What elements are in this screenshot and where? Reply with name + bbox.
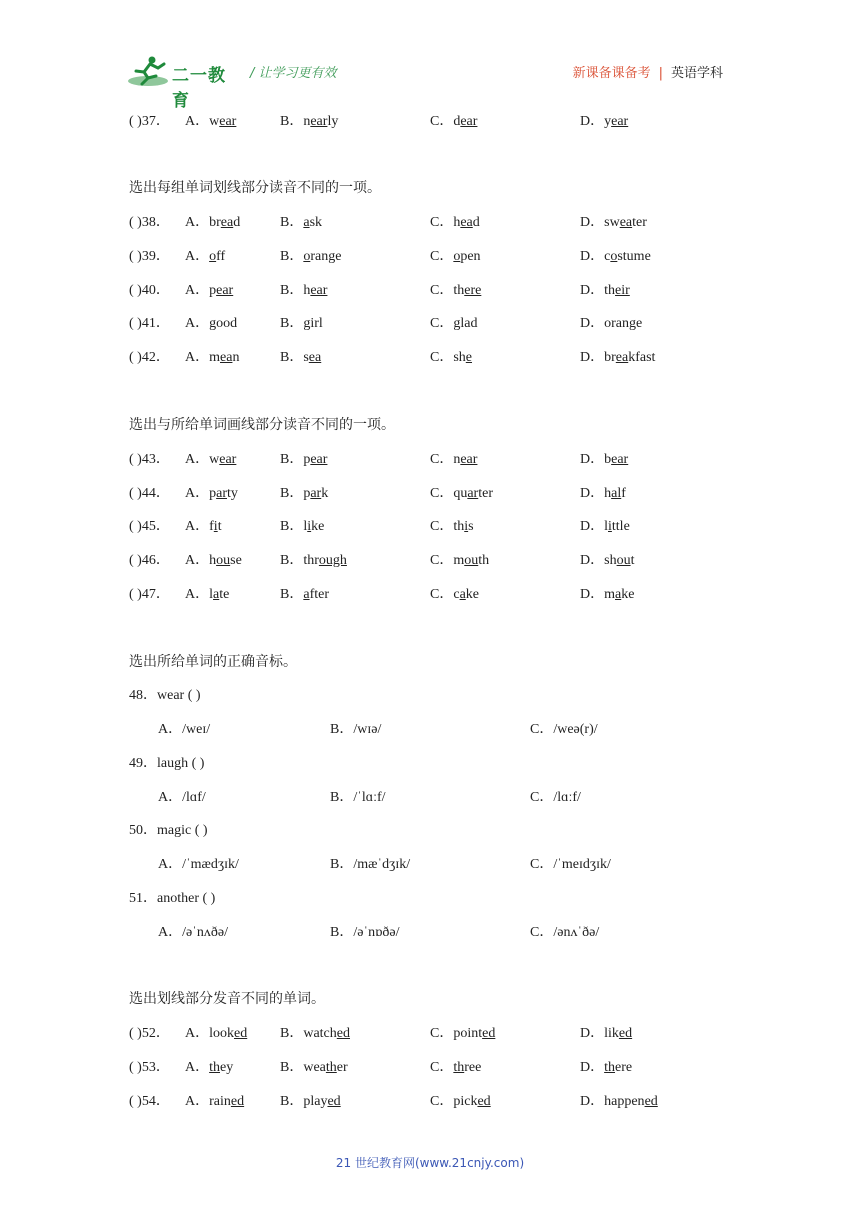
option-d: D．sweater [580, 215, 647, 230]
underlined-letters: th [325, 1060, 337, 1075]
underlined-letters: al [611, 486, 622, 501]
option-b: B．/ˈlɑːf/ [330, 790, 386, 805]
question-number: ( )42． [129, 350, 170, 365]
option-a: A．late [185, 587, 230, 602]
underlined-letters: ou [216, 553, 231, 568]
underlined-letters: ere [464, 283, 482, 298]
option-a: A．/lɑf/ [158, 790, 206, 805]
question-number: ( )53． [129, 1060, 170, 1075]
option-b: B．ask [280, 215, 323, 230]
option-c: C．near [430, 452, 478, 467]
option-c: C．picked [430, 1094, 491, 1109]
option-a: A．/weɪ/ [158, 722, 211, 737]
page-header [0, 0, 860, 111]
underlined-letters: a [459, 587, 466, 602]
option-b: B．/əˈnɒðə/ [330, 925, 400, 940]
option-d: D．there [580, 1060, 633, 1075]
option-c: C．/lɑːf/ [530, 790, 581, 805]
option-d: D．liked [580, 1026, 633, 1041]
option-a: A．wear [185, 114, 237, 129]
header-right [573, 62, 723, 81]
logo-text: 二一教育 [172, 66, 226, 111]
option-d: D．bear [580, 452, 629, 467]
option-c: C．/ˈmeɪdʒɪk/ [530, 857, 611, 872]
underlined-letters: a [303, 587, 310, 602]
header-subject: 英语学科 [670, 66, 723, 81]
underlined-letters: i [464, 519, 469, 534]
question-number: ( )44． [129, 486, 170, 501]
option-b: B．watched [280, 1026, 350, 1041]
option-b: B．after [280, 587, 329, 602]
underlined-letters: th [604, 1060, 616, 1075]
question-number: ( )54． [129, 1094, 170, 1109]
underlined-letters: i [213, 519, 218, 534]
option-d: D．orange [580, 316, 643, 331]
underlined-letters: ea [308, 350, 322, 365]
option-a: A．party [185, 486, 238, 501]
option-c: C．cake [430, 587, 479, 602]
option-a: A．pear [185, 283, 234, 298]
underlined-letters: ed [618, 1026, 633, 1041]
option-b: B．weather [280, 1060, 348, 1075]
underlined-letters: ea [220, 350, 233, 365]
option-a: A．fit [185, 519, 222, 534]
underlined-letters: i [608, 519, 612, 534]
underlined-letters: ea [220, 215, 234, 230]
underlined-letters: ear [611, 452, 629, 467]
section-title: 选出与所给单词画线部分读音不同的一项。 [129, 417, 395, 433]
underlined-letters: ar [310, 486, 322, 501]
underlined-letters: ea [615, 350, 629, 365]
slogan: / 让学习更有效 [250, 66, 337, 81]
option-c: C．mouth [430, 553, 490, 568]
option-b: B．pear [280, 452, 328, 467]
option-c: C．this [430, 519, 474, 534]
underlined-letters: ed [230, 1094, 245, 1109]
underlined-letters: g [209, 316, 217, 331]
question-stem: 50．magic ( ) [129, 823, 208, 838]
option-c: C．pointed [430, 1026, 496, 1041]
underlined-letters: ear [460, 452, 478, 467]
question-stem: 51．another ( ) [129, 891, 216, 906]
option-d: D．little [580, 519, 630, 534]
underlined-letters: ea [619, 215, 633, 230]
underlined-letters: a [303, 215, 310, 230]
underlined-letters: ed [336, 1026, 350, 1041]
question-number: ( )43． [129, 452, 170, 467]
option-a: A．/əˈnʌðə/ [158, 925, 228, 940]
option-d: D．half [580, 486, 626, 501]
underlined-letters: ar [216, 486, 228, 501]
option-d: D．costume [580, 249, 651, 264]
option-a: A．mean [185, 350, 240, 365]
underlined-letters: ear [310, 452, 328, 467]
question-number: ( )39． [129, 249, 170, 264]
underlined-letters: g [453, 316, 461, 331]
underlined-letters: o [453, 249, 461, 264]
header-separator: | [658, 66, 663, 81]
option-b: B．hear [280, 283, 328, 298]
underlined-letters: ed [327, 1094, 341, 1109]
option-c: C．glad [430, 316, 478, 331]
question-stem: 48．wear ( ) [129, 688, 201, 703]
underlined-letters: ar [467, 486, 479, 501]
underlined-letters: ear [310, 283, 328, 298]
underlined-letters: eir [615, 283, 630, 298]
option-d: D．their [580, 283, 630, 298]
question-number: ( )47． [129, 587, 170, 602]
option-b: B．sea [280, 350, 322, 365]
option-d: D．happened [580, 1094, 658, 1109]
option-c: C．three [430, 1060, 482, 1075]
underlined-letters: ea [460, 215, 473, 230]
question-number: ( )45． [129, 519, 170, 534]
option-b: B．park [280, 486, 329, 501]
underlined-letters: ed [234, 1026, 248, 1041]
underlined-letters: a [213, 587, 220, 602]
logo [128, 54, 240, 111]
underlined-letters: ear [219, 452, 237, 467]
option-b: B．nearly [280, 114, 339, 129]
option-b: B．/wɪə/ [330, 722, 382, 737]
option-b: B．like [280, 519, 325, 534]
section-title: 选出所给单词的正确音标。 [129, 654, 297, 670]
underlined-letters: th [209, 1060, 221, 1075]
question-number: ( )37． [129, 114, 170, 129]
question-number: ( )52． [129, 1026, 170, 1041]
question-number: ( )41． [129, 316, 170, 331]
underlined-letters: th [453, 1060, 465, 1075]
option-a: A．they [185, 1060, 234, 1075]
question-number: ( )38． [129, 215, 170, 230]
option-c: C．she [430, 350, 473, 365]
underlined-letters: ough [318, 553, 347, 568]
underlined-letters: o [303, 249, 311, 264]
option-b: B．orange [280, 249, 342, 264]
option-a: A．house [185, 553, 242, 568]
option-c: C．/weə(r)/ [530, 722, 598, 737]
underlined-letters: ou [464, 553, 479, 568]
option-a: A．/ˈmædʒɪk/ [158, 857, 239, 872]
underlined-letters: ed [644, 1094, 658, 1109]
option-c: C．dear [430, 114, 478, 129]
question-number: ( )46． [129, 553, 170, 568]
option-d: D．make [580, 587, 635, 602]
option-d: D．shout [580, 553, 635, 568]
option-b: B．/mæˈdʒɪk/ [330, 857, 411, 872]
runner-logo-icon [128, 54, 172, 88]
option-a: A．rained [185, 1094, 245, 1109]
question-number: ( )40． [129, 283, 170, 298]
underlined-letters: ed [482, 1026, 496, 1041]
option-c: C．there [430, 283, 482, 298]
option-a: A．looked [185, 1026, 248, 1041]
option-c: C．open [430, 249, 481, 264]
underlined-letters: o [209, 249, 217, 264]
underlined-letters: ear [216, 283, 234, 298]
option-a: A．bread [185, 215, 241, 230]
underlined-letters: ear [219, 114, 237, 129]
underlined-letters: a [615, 587, 622, 602]
option-a: A．off [185, 249, 226, 264]
option-d: D．breakfast [580, 350, 656, 365]
underlined-letters: ed [477, 1094, 491, 1109]
option-b: B．through [280, 553, 347, 568]
option-b: B．girl [280, 316, 323, 331]
footer-source: 21 世纪教育网(www.21cnjy.com) [335, 1156, 525, 1170]
option-a: A．good [185, 316, 238, 331]
underlined-letters: ou [616, 553, 631, 568]
option-c: C．head [430, 215, 480, 230]
option-d: D．year [580, 114, 629, 129]
underlined-letters: ear [310, 114, 328, 129]
underlined-letters: ear [460, 114, 478, 129]
option-c: C．quarter [430, 486, 493, 501]
underlined-letters: ear [611, 114, 629, 129]
underlined-letters: e [465, 350, 473, 365]
underlined-letters: o [610, 249, 618, 264]
underlined-letters: g [629, 316, 637, 331]
section-title: 选出每组单词划线部分读音不同的一项。 [129, 180, 381, 196]
section-title: 选出划线部分发音不同的单词。 [129, 991, 325, 1007]
option-b: B．played [280, 1094, 341, 1109]
underlined-letters: g [303, 316, 311, 331]
header-tag: 新课备课备考 [572, 66, 651, 81]
underlined-letters: i [307, 519, 312, 534]
option-c: C．/ənʌˈðə/ [530, 925, 600, 940]
question-stem: 49．laugh ( ) [129, 756, 205, 771]
option-a: A．wear [185, 452, 237, 467]
